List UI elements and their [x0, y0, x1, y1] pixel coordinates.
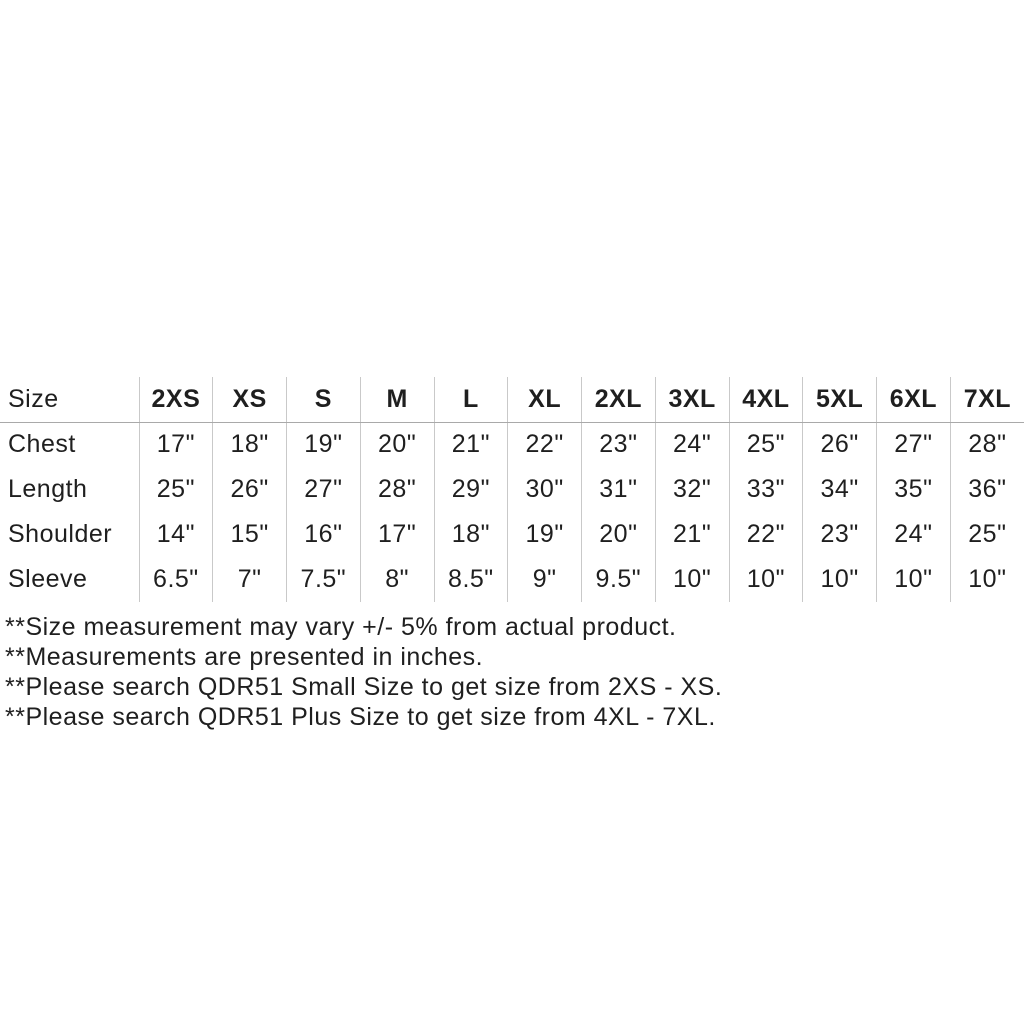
measurement-cell: 15"	[213, 512, 287, 557]
column-header: S	[287, 377, 361, 422]
size-chart-table	[0, 377, 1024, 602]
measurement-cell: 29"	[434, 467, 508, 512]
measurement-cell: 17"	[360, 512, 434, 557]
measurement-cell: 10"	[877, 557, 951, 602]
column-header: 6XL	[877, 377, 951, 422]
measurement-cell: 34"	[803, 467, 877, 512]
size-column-header: Size	[0, 377, 139, 422]
measurement-cell: 8"	[360, 557, 434, 602]
measurement-cell: 19"	[508, 512, 582, 557]
measurement-cell: 10"	[729, 557, 803, 602]
measurement-cell: 18"	[213, 422, 287, 467]
measurement-cell: 20"	[582, 512, 656, 557]
measurement-cell: 23"	[803, 512, 877, 557]
measurement-cell: 32"	[655, 467, 729, 512]
measurement-cell: 21"	[655, 512, 729, 557]
measurement-cell: 35"	[877, 467, 951, 512]
footnote-line: **Measurements are presented in inches.	[5, 643, 484, 671]
column-header: XL	[508, 377, 582, 422]
measurement-cell: 21"	[434, 422, 508, 467]
measurement-cell: 20"	[360, 422, 434, 467]
measurement-cell: 8.5"	[434, 557, 508, 602]
measurement-cell: 10"	[968, 565, 1007, 593]
column-header: M	[360, 377, 434, 422]
measurement-cell: 30"	[508, 467, 582, 512]
measurement-cell: 9.5"	[582, 557, 656, 602]
measurement-cell: 16"	[287, 512, 361, 557]
column-header: XS	[213, 377, 287, 422]
row-label: Chest	[0, 422, 139, 467]
column-header: 7XL	[950, 377, 1024, 422]
measurement-cell: 6.5"	[139, 557, 213, 602]
column-header: 5XL	[803, 377, 877, 422]
measurement-cell: 26"	[803, 422, 877, 467]
table-row	[0, 512, 1024, 557]
measurement-cell: 31"	[582, 467, 656, 512]
measurement-cell: 9"	[508, 557, 582, 602]
measurement-cell: 19"	[287, 422, 361, 467]
measurement-cell: 10"	[655, 557, 729, 602]
measurement-cell: 25"	[139, 467, 213, 512]
measurement-cell: 36"	[968, 475, 1007, 503]
measurement-cell: 28"	[360, 467, 434, 512]
measurement-cell: 33"	[729, 467, 803, 512]
measurement-cell: 14"	[139, 512, 213, 557]
measurement-cell: 7"	[213, 557, 287, 602]
measurement-cell: 26"	[213, 467, 287, 512]
measurement-cell: 24"	[877, 512, 951, 557]
column-header: 2XS	[139, 377, 213, 422]
measurement-cell: 7.5"	[287, 557, 361, 602]
row-label: Length	[0, 467, 139, 512]
measurement-cell: 25"	[729, 422, 803, 467]
measurement-cell: 22"	[508, 422, 582, 467]
measurement-cell: 18"	[434, 512, 508, 557]
footnote-line: **Please search QDR51 Small Size to get size from 2XS - XS.	[5, 673, 723, 701]
measurement-cell: 28"	[968, 430, 1007, 459]
measurement-cell: 27"	[287, 467, 361, 512]
column-header: L	[434, 377, 508, 422]
measurement-cell: 10"	[803, 557, 877, 602]
table-row	[0, 557, 1024, 602]
footnote-line: **Size measurement may vary +/- 5% from actual product.	[5, 613, 677, 641]
measurement-cell: 17"	[139, 422, 213, 467]
footnotes	[5, 612, 1024, 732]
column-header: 2XL	[582, 377, 656, 422]
row-label: Sleeve	[0, 557, 139, 602]
column-header: 3XL	[655, 377, 729, 422]
column-header: 4XL	[729, 377, 803, 422]
footnote-line: **Please search QDR51 Plus Size to get size from 4XL - 7XL.	[5, 703, 716, 731]
row-label: Shoulder	[0, 512, 139, 557]
table-row	[0, 467, 1024, 512]
measurement-cell: 24"	[655, 422, 729, 467]
measurement-cell: 25"	[968, 520, 1007, 548]
measurement-cell: 27"	[877, 422, 951, 467]
table-row	[0, 422, 1024, 467]
table-header-row	[0, 377, 1024, 422]
measurement-cell: 23"	[582, 422, 656, 467]
measurement-cell: 22"	[729, 512, 803, 557]
